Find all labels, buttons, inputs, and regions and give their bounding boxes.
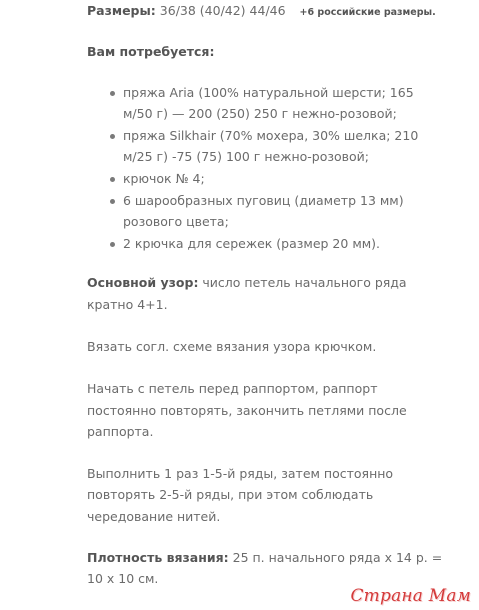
sizes-line	[87, 3, 436, 21]
bullet-dot	[110, 91, 115, 96]
sizes-note: +6 российские размеры.	[299, 7, 436, 18]
list-item-line: розового цвета;	[123, 214, 229, 229]
paragraph-2-line-3: раппорта.	[87, 424, 154, 439]
list-item-line: м/25 г) -75 (75) 100 г нежно-розовой;	[123, 149, 370, 164]
paragraph-3-line-3: чередование нитей.	[87, 509, 221, 524]
list-item-line: м/50 г) — 200 (250) 250 г нежно-розовой;	[123, 106, 397, 121]
pattern-line-2: кратно 4+1.	[87, 297, 168, 312]
paragraph-1: Вязать согл. схеме вязания узора крючком.	[87, 339, 377, 354]
list-item-line: крючок № 4;	[123, 171, 205, 186]
sizes-value: 36/38 (40/42) 44/46	[155, 3, 286, 18]
sizes-label: Размеры:	[87, 3, 156, 18]
site-watermark: Страна Мам	[350, 586, 471, 606]
bullet-dot	[110, 199, 115, 204]
density-line-2: 10 х 10 см.	[87, 571, 159, 586]
pattern-text: число петель начального ряда	[198, 275, 407, 290]
paragraph-2-line-2: постоянно повторять, закончить петлями после	[87, 403, 407, 418]
list-item-line: пряжа Aria (100% натуральной шерсти; 165	[123, 85, 414, 100]
density-label: Плотность вязания:	[87, 550, 229, 565]
paragraph-3-line-2: повторять 2-5-й ряды, при этом соблюдать	[87, 487, 374, 502]
pattern-label: Основной узор:	[87, 275, 199, 290]
density-text: 25 п. начального ряда х 14 р. =	[228, 550, 443, 565]
paragraph-2-line-1: Начать с петель перед раппортом, раппорт	[87, 381, 378, 396]
paragraph-3-line-1: Выполнить 1 раз 1-5-й ряды, затем постоянно	[87, 466, 394, 481]
list-item-line: пряжа Silkhair (70% мохера, 30% шелка; 210	[123, 128, 419, 143]
list-item-line: 2 крючка для сережек (размер 20 мм).	[123, 236, 381, 251]
bullet-dot	[110, 134, 115, 139]
needed-heading: Вам потребуется:	[87, 44, 215, 59]
density-line-1	[87, 550, 442, 566]
bullet-dot	[110, 177, 115, 182]
pattern-line-1	[87, 275, 407, 291]
list-item-line: 6 шарообразных пуговиц (диаметр 13 мм)	[123, 193, 404, 208]
bullet-dot	[110, 242, 115, 247]
